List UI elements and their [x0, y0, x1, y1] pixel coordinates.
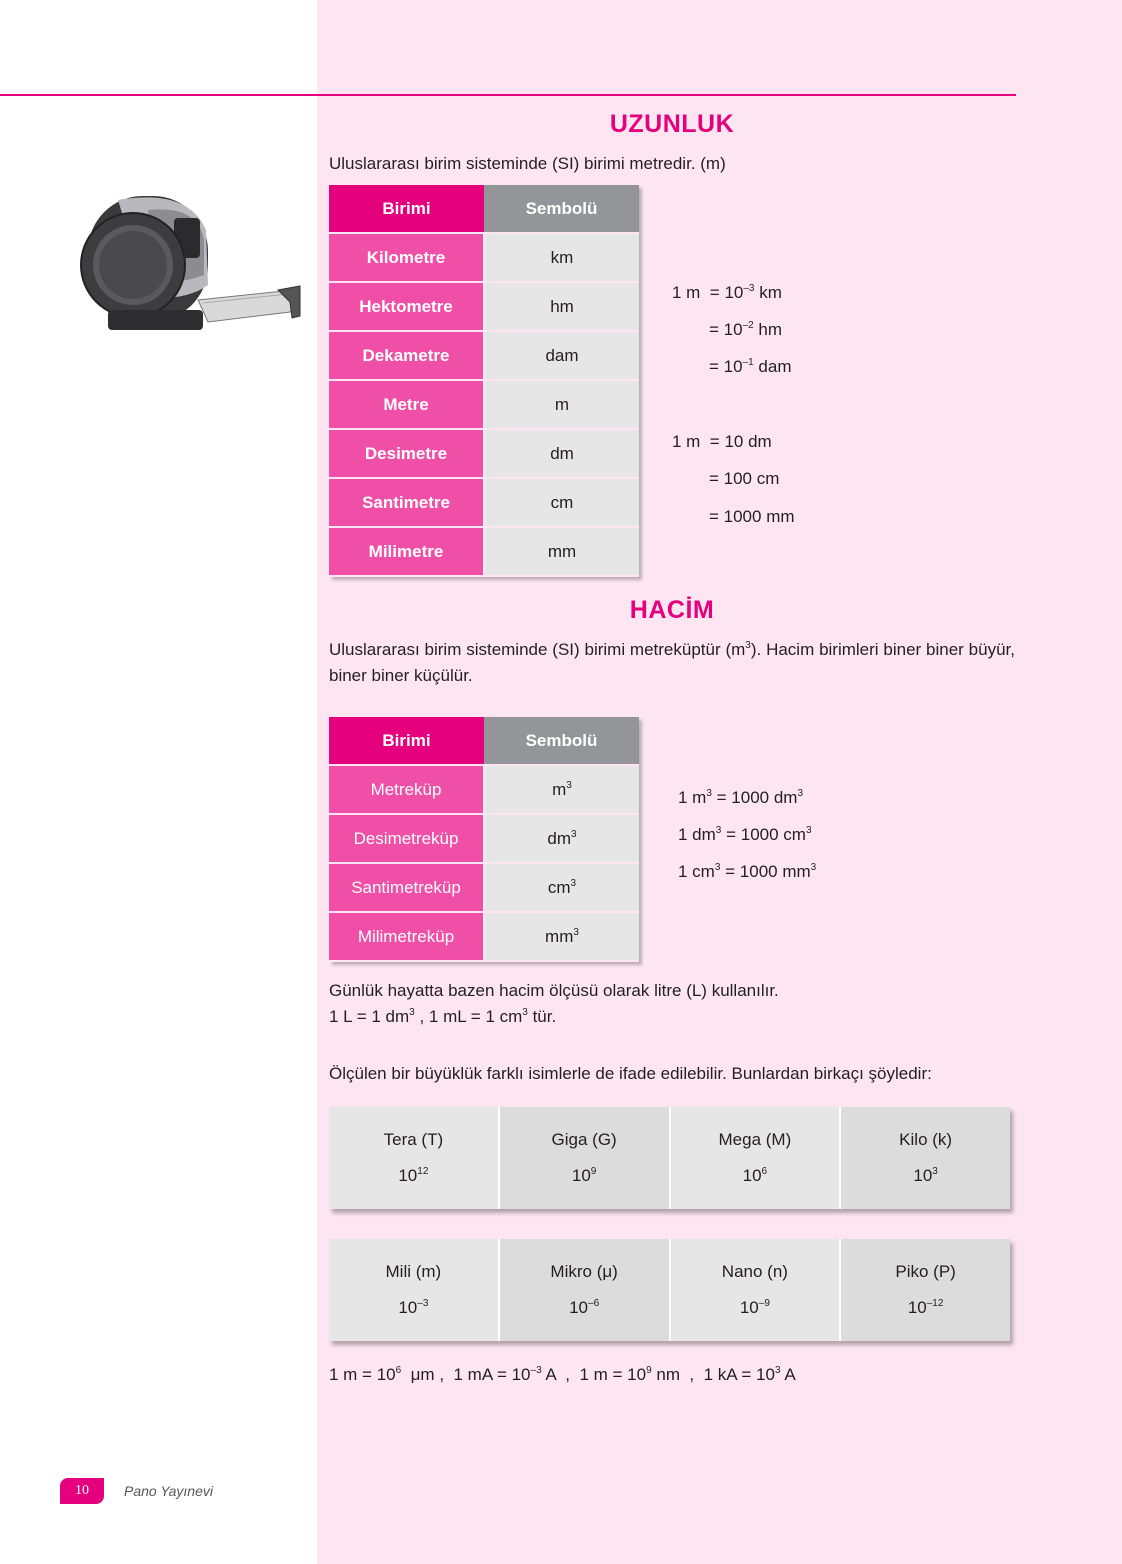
unit-symbol: m [484, 380, 639, 429]
table-row [329, 282, 639, 331]
unit-symbol: $dm^3$ [484, 814, 639, 863]
unit-symbol: dm [484, 429, 639, 478]
prefix-cell: Piko (P) $10^{-12}$ [841, 1239, 1010, 1341]
length-title: UZUNLUK [609, 110, 735, 138]
volume-eq: 1 $dm^3 = 1000$ $cm^3$ [678, 825, 812, 844]
prefix-cell: Mikro (μ) $10^{-6}$ [500, 1239, 671, 1341]
eq-exponent: –2 [742, 320, 754, 331]
table-row [329, 912, 639, 961]
prefix-cell: Kilo (k) $10^3$ [841, 1107, 1010, 1209]
prefix-cell: Giga (G) $10^9$ [500, 1107, 671, 1209]
length-eq1-line3 [709, 357, 791, 377]
litre-line: 1 L = 1 $dm^3$ , 1 mL = 1 $cm^3$ tür. [329, 1007, 557, 1026]
length-eq1-line1 [672, 283, 782, 303]
col-header-unit: Birimi [329, 185, 484, 233]
table-row [329, 478, 639, 527]
table-row [329, 527, 639, 576]
unit-symbol: $m^3$ [484, 765, 639, 814]
unit-name: Metre [329, 380, 484, 429]
table-row [329, 863, 639, 912]
litre-note [329, 978, 1015, 1030]
intro-exponent: 3 [745, 640, 751, 651]
eq-exponent: –1 [742, 357, 754, 368]
col-header-unit: Birimi [329, 717, 484, 765]
table-row [329, 814, 639, 863]
length-eq2-line1 [672, 432, 772, 452]
table-row [329, 380, 639, 429]
eq-exponent: –3 [743, 283, 755, 294]
unit-name: Kilometre [329, 233, 484, 282]
table-row [329, 765, 639, 814]
eq-text: = 10 [709, 357, 743, 376]
table-row [329, 331, 639, 380]
unit-symbol: $mm^3$ [484, 912, 639, 961]
unit-symbol: $cm^3$ [484, 863, 639, 912]
unit-name: Santimetre [329, 478, 484, 527]
volume-eq: 1 $m^3 = 1000$ $dm^3$ [678, 788, 803, 807]
prefix-cell: Nano (n) $10^{-9}$ [671, 1239, 842, 1341]
length-eq2-line3: = 1000 mm [709, 507, 795, 526]
length-eq2-line2: = 100 cm [709, 469, 780, 488]
prefix-cell: Mega (M) $10^6$ [671, 1107, 842, 1209]
unit-symbol: mm [484, 527, 639, 576]
unit-name: Dekametre [329, 331, 484, 380]
col-header-symbol: Sembolü [484, 185, 639, 233]
eq-text: = 10 [709, 283, 744, 302]
length-intro: Uluslararası birim sisteminde (SI) birimi metredir. (m) [329, 154, 726, 173]
length-units-table [329, 185, 639, 577]
tape-measure-icon [78, 190, 308, 355]
prefix-intro: Ölçülen bir büyüklük farklı isimlerle de ifade edilebilir. Bunlardan birkaçı şöyledir: [329, 1064, 932, 1083]
prefix-cell: Mili (m) $10^{-3}$ [329, 1239, 500, 1341]
length-eq1-line2 [709, 320, 782, 340]
litre-line: Günlük hayatta bazen hacim ölçüsü olarak litre (L) kullanılır. [329, 981, 779, 1000]
eq-unit: dam [753, 357, 792, 376]
unit-symbol: hm [484, 282, 639, 331]
volume-title: HACİM [629, 596, 715, 624]
unit-name: Santimetreküp [329, 863, 484, 912]
col-header-symbol: Sembolü [484, 717, 639, 765]
eq-lhs: 1 m [672, 283, 701, 302]
top-divider [0, 94, 1016, 96]
unit-name: Desimetre [329, 429, 484, 478]
volume-intro [329, 637, 1015, 689]
table-row [329, 233, 639, 282]
eq-lhs: 1 m [672, 432, 701, 451]
unit-symbol: km [484, 233, 639, 282]
prefix-examples: 1 $m = 10^6$ μm , 1 mA = $10^{-3}$ A , 1 $m = 10^9$ nm , 1 kA = $10^3$ A [329, 1365, 796, 1384]
intro-text: ). Hacim birimleri biner biner büyür, biner biner küçülür. [329, 640, 1015, 685]
page-number: 10 [60, 1478, 104, 1504]
volume-eq: 1 $cm^3 = 1000$ $mm^3$ [678, 862, 817, 881]
prefix-row-small [329, 1239, 1010, 1341]
eq-unit: km [754, 283, 782, 302]
unit-name: Milimetre [329, 527, 484, 576]
eq-text: = 10 dm [709, 432, 772, 451]
unit-name: Metreküp [329, 765, 484, 814]
eq-text: = 10 [709, 320, 743, 339]
table-row [329, 429, 639, 478]
unit-symbol: dam [484, 331, 639, 380]
volume-units-table [329, 717, 639, 962]
unit-symbol: cm [484, 478, 639, 527]
eq-unit: hm [753, 320, 783, 339]
prefix-row-large [329, 1107, 1010, 1209]
prefix-cell: Tera (T) $10^{12}$ [329, 1107, 500, 1209]
publisher-name: Pano Yayınevi [124, 1483, 213, 1499]
unit-name: Hektometre [329, 282, 484, 331]
intro-text: Uluslararası birim sisteminde (SI) birimi metreküptür (m [329, 640, 746, 659]
unit-name: Desimetreküp [329, 814, 484, 863]
unit-name: Milimetreküp [329, 912, 484, 961]
